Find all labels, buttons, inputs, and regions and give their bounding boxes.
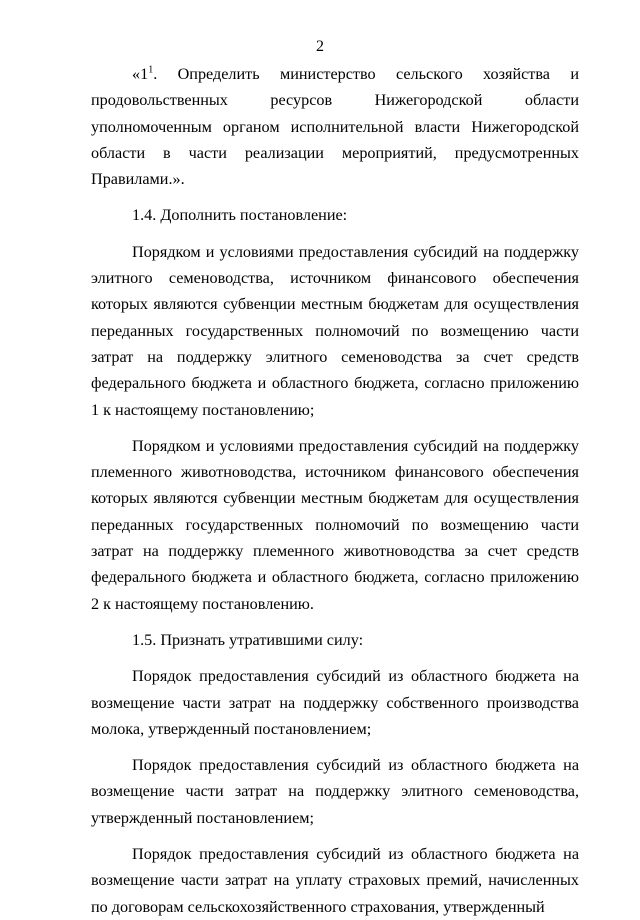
footnote-prefix: «1 [132,65,149,83]
paragraph-order-breeding: Порядком и условиями предоставления субсидий на поддержку племенного животноводства, источником финансового обеспечения которых являются субвенции местным бюджетам для осуществления переданных государственных полномочий по возмещению части затрат на поддержку племенного животноводства за счет средств федерального бюджета и областного бюджета, согласно приложению 2 к настоящему постановлению. [91,436,579,613]
paragraph-order-elite-seed: Порядком и условиями предоставления субсидий на поддержку элитного семеноводства, источником финансового обеспечения которых являются субвенции местным бюджетам для осуществления переданных государственных полномочий по возмещению части затрат на поддержку элитного семеноводства за счет средств федерального бюджета и областного бюджета, согласно приложению 1 к настоящему постановлению; [91,242,579,419]
paragraph-repeal-elite-seed: Порядок предоставления субсидий из областного бюджета на возмещение части затрат на поддержку элитного семеноводства, утвержденный постановлением; [91,756,579,827]
paragraph-1-1-definition [91,61,579,192]
paragraph-1-5-heading: 1.5. Признать утратившими силу: [132,630,364,649]
page-number: 2 [316,38,324,55]
document-body [91,61,579,920]
superscript-1: 1 [148,64,154,76]
paragraph-1-4-heading: 1.4. Дополнить постановление: [132,206,348,225]
paragraph-repeal-insurance: Порядок предоставления субсидий из областного бюджета на возмещение части затрат на уплату страховых премий, начисленных по договорам сельскохозяйственного страхования, утвержденный [91,845,579,916]
paragraph-repeal-milk: Порядок предоставления субсидий из областного бюджета на возмещение части затрат на поддержку собственного производства молока, утвержденный постановлением; [91,667,579,738]
paragraph-1-1-text: . Определить министерство сельского хозяйства и продовольственных ресурсов Нижегородской области уполномоченным органом исполнительной власти Нижегородской области в части реализации мероприятий, предусмотренных Правилами.». [91,65,579,189]
